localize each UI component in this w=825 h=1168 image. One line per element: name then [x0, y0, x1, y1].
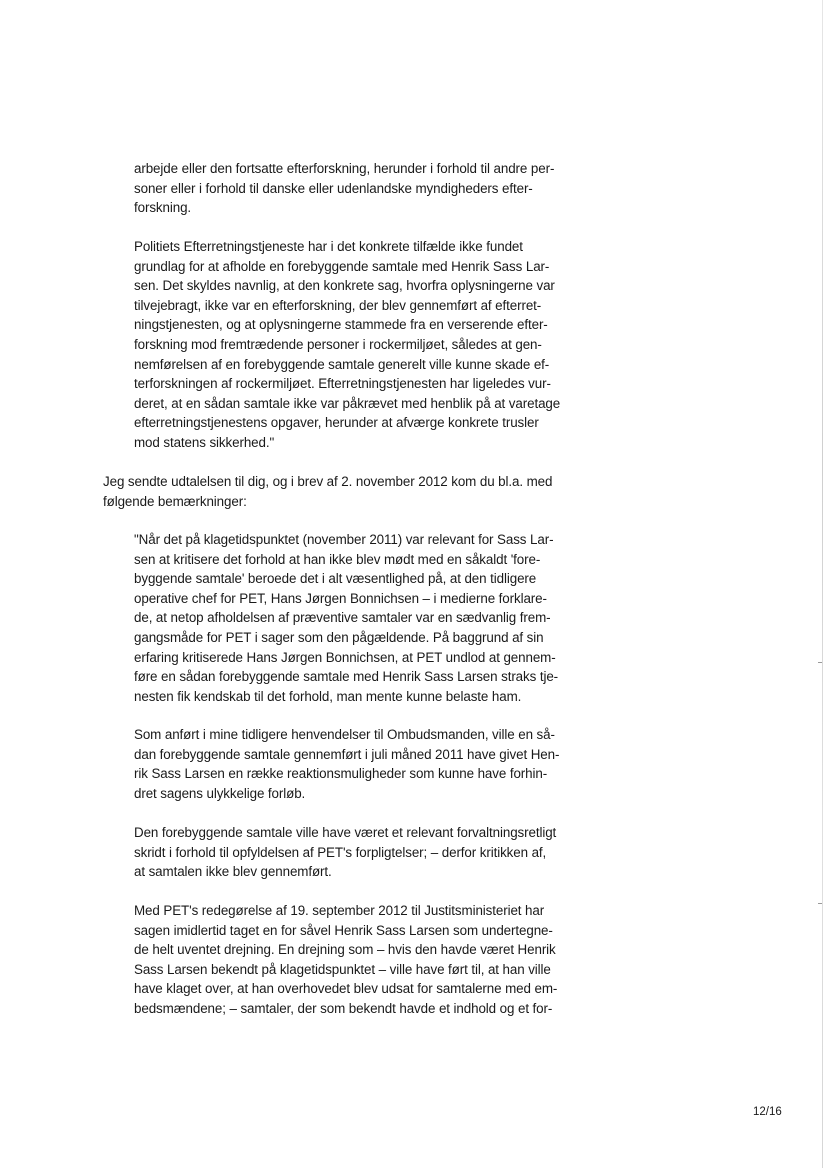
text-line: dan forebyggende samtale gennemført i juli måned 2011 have givet Hen-	[134, 746, 560, 762]
text-line: sen. Det skyldes navnlig, at den konkrete sag, hvorfra oplysningerne var	[134, 278, 555, 294]
text-line: Politiets Efterretningstjeneste har i det konkrete tilfælde ikke fundet	[134, 239, 523, 254]
paragraph-quote-remarks	[134, 530, 594, 706]
text-line: mod statens sikkerhed."	[134, 434, 275, 450]
text-line: bedsmændene; – samtaler, der som bekendt havde et indhold og et for-	[134, 1000, 553, 1016]
text-line: føre en sådan forebyggende samtale med Henrik Sass Larsen straks tje-	[134, 669, 559, 685]
paragraph-body	[103, 472, 583, 511]
text-line: Med PET's redegørelse af 19. september 2012 til Justitsministeriet har	[134, 903, 545, 918]
text-line: rik Sass Larsen en række reaktionsmuligheder som kunne have forhin-	[134, 766, 548, 782]
text-line: forskning.	[134, 200, 192, 216]
text-line: operative chef for PET, Hans Jørgen Bonnichsen – i medierne forklare-	[134, 590, 547, 606]
text-line: nemførelsen af en forebyggende samtale generelt ville kunne skade ef-	[134, 356, 550, 372]
paragraph-quote-obligations	[134, 823, 594, 882]
text-line: sen at kritisere det forhold at han ikke blev mødt med en såkaldt 'fore-	[134, 551, 541, 567]
text-line: grundlag for at afholde en forebyggende samtale med Henrik Sass Lar-	[134, 258, 550, 274]
text-line: følgende bemærkninger:	[103, 493, 247, 509]
text-line: deret, at en sådan samtale ikke var påkrævet med henblik på at varetage	[134, 395, 561, 411]
text-line: gangsmåde for PET i sager som den pågældende. På baggrund af sin	[134, 629, 544, 645]
text-line: forskning mod fremtrædende personer i rockermiljøet, således at gen-	[134, 336, 542, 352]
text-line: de, at netop afholdelsen af præventive samtaler var en sædvanlig frem-	[134, 610, 551, 626]
text-line: ningstjenesten, og at oplysningerne stammede fra en verserende efter-	[134, 317, 548, 333]
text-line: "Når det på klagetidspunktet (november 2011) var relevant for Sass Lar-	[134, 532, 554, 547]
text-line: skridt i forhold til opfyldelsen af PET's forpligtelser; – derfor kritikken af,	[134, 844, 547, 860]
paragraph-quote-ombudsman	[134, 725, 594, 803]
scan-edge-line	[822, 0, 823, 1168]
scan-edge-mark	[818, 662, 822, 663]
text-line: Jeg sendte udtalelsen til dig, og i brev af 2. november 2012 kom du bl.a. med	[103, 474, 553, 489]
text-line: soner eller i forhold til danske eller udenlandske myndigheders efter-	[134, 180, 533, 196]
text-line: byggende samtale' beroede det i alt væsentlighed på, at den tidligere	[134, 571, 537, 587]
paragraph-quote-redegorelse	[134, 901, 594, 1019]
text-line: at samtalen ikke blev gennemført.	[134, 864, 332, 880]
text-line: Den forebyggende samtale ville have været et relevant forvaltningsretligt	[134, 825, 557, 840]
text-line: nesten fik kendskab til det forhold, man mente kunne belaste ham.	[134, 688, 522, 704]
text-line: have klaget over, at han overhovedet blev udsat for samtalerne med em-	[134, 981, 558, 997]
text-line: erfaring kritiserede Hans Jørgen Bonnichsen, at PET undlod at gennem-	[134, 649, 556, 665]
page-number: 12/16	[753, 1106, 782, 1118]
text-line: Sass Larsen bekendt på klagetidspunktet – ville have ført til, at han ville	[134, 961, 551, 977]
text-line: efterretningstjenestens opgaver, herunder at afværge konkrete trusler	[134, 415, 539, 431]
text-line: arbejde eller den fortsatte efterforskning, herunder i forhold til andre per-	[134, 161, 555, 176]
text-line: Som anført i mine tidligere henvendelser til Ombudsmanden, ville en så-	[134, 727, 555, 742]
paragraph-quote-pet	[134, 237, 594, 453]
text-line: de helt uventet drejning. En drejning som – hvis den havde været Henrik	[134, 942, 556, 958]
text-line: dret sagens ulykkelige forløb.	[134, 785, 306, 801]
text-line: tilvejebragt, ikke var en efterforskning, der blev gennemført af efterret-	[134, 297, 542, 313]
paragraph-quote-continuation	[134, 159, 594, 218]
text-line: sagen imidlertid taget en for såvel Henrik Sass Larsen som undertegne-	[134, 922, 553, 938]
scan-edge-mark	[818, 903, 822, 904]
text-line: terforskningen af rockermiljøet. Efterretningstjenesten har ligeledes vur-	[134, 376, 551, 392]
